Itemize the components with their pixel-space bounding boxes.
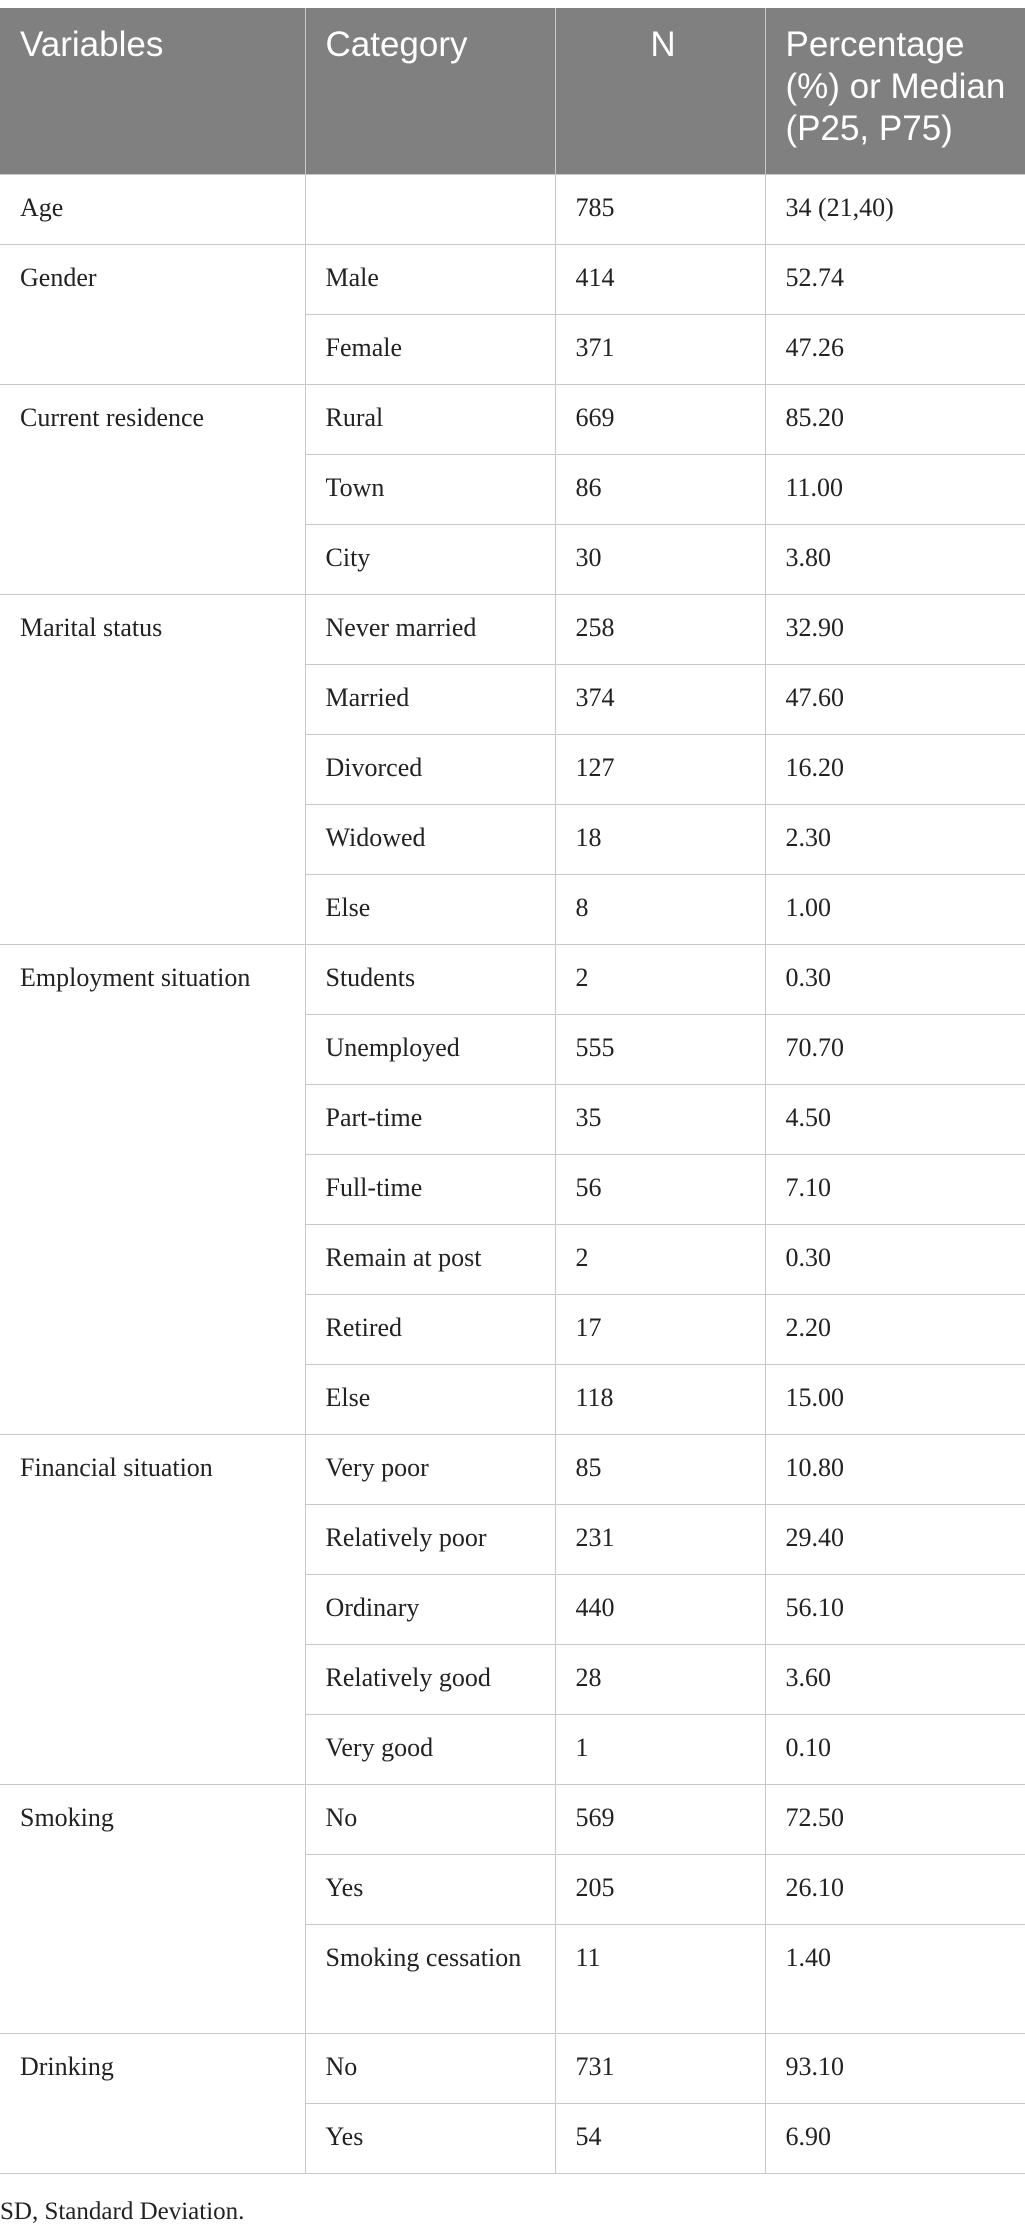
table-row <box>0 1784 1025 1854</box>
value-cell: 2.30 <box>765 804 1025 874</box>
category-cell: Town <box>305 454 555 524</box>
table-header <box>0 8 1025 174</box>
n-cell: 569 <box>555 1784 765 1854</box>
value-cell: 2.20 <box>765 1294 1025 1364</box>
category-cell: Ordinary <box>305 1574 555 1644</box>
category-cell: Retired <box>305 1294 555 1364</box>
value-cell: 7.10 <box>765 1154 1025 1224</box>
category-cell: Relatively good <box>305 1644 555 1714</box>
n-cell: 2 <box>555 944 765 1014</box>
category-cell: Yes <box>305 2103 555 2173</box>
category-cell: Unemployed <box>305 1014 555 1084</box>
category-cell: Female <box>305 314 555 384</box>
value-cell: 1.00 <box>765 874 1025 944</box>
n-cell: 8 <box>555 874 765 944</box>
value-cell: 11.00 <box>765 454 1025 524</box>
n-cell: 85 <box>555 1434 765 1504</box>
table-container <box>0 8 1025 2174</box>
n-cell: 118 <box>555 1364 765 1434</box>
category-cell: Students <box>305 944 555 1014</box>
n-cell: 2 <box>555 1224 765 1294</box>
value-cell: 70.70 <box>765 1014 1025 1084</box>
variable-cell: Employment situation <box>0 944 305 1434</box>
n-cell: 555 <box>555 1014 765 1084</box>
n-cell: 127 <box>555 734 765 804</box>
n-cell: 11 <box>555 1924 765 2033</box>
table-row <box>0 2033 1025 2103</box>
category-cell: Full-time <box>305 1154 555 1224</box>
value-cell: 3.60 <box>765 1644 1025 1714</box>
category-cell: Smoking cessation <box>305 1924 555 2033</box>
n-cell: 258 <box>555 594 765 664</box>
value-cell: 15.00 <box>765 1364 1025 1434</box>
n-cell: 731 <box>555 2033 765 2103</box>
n-cell: 35 <box>555 1084 765 1154</box>
value-cell: 0.30 <box>765 1224 1025 1294</box>
n-cell: 785 <box>555 174 765 244</box>
n-cell: 371 <box>555 314 765 384</box>
value-cell: 10.80 <box>765 1434 1025 1504</box>
n-cell: 669 <box>555 384 765 454</box>
category-cell: Remain at post <box>305 1224 555 1294</box>
value-cell: 85.20 <box>765 384 1025 454</box>
category-cell: Divorced <box>305 734 555 804</box>
table-body <box>0 174 1025 2173</box>
category-cell: Never married <box>305 594 555 664</box>
category-cell: Else <box>305 1364 555 1434</box>
table-row <box>0 1434 1025 1504</box>
category-cell: City <box>305 524 555 594</box>
n-cell: 440 <box>555 1574 765 1644</box>
n-cell: 56 <box>555 1154 765 1224</box>
variable-cell: Gender <box>0 244 305 384</box>
variable-cell: Financial situation <box>0 1434 305 1784</box>
n-cell: 28 <box>555 1644 765 1714</box>
value-cell: 26.10 <box>765 1854 1025 1924</box>
characteristics-table <box>0 8 1025 2174</box>
header-n: N <box>555 8 765 174</box>
n-cell: 17 <box>555 1294 765 1364</box>
n-cell: 18 <box>555 804 765 874</box>
category-cell: No <box>305 1784 555 1854</box>
table-row <box>0 944 1025 1014</box>
n-cell: 231 <box>555 1504 765 1574</box>
n-cell: 414 <box>555 244 765 314</box>
header-variables: Variables <box>0 8 305 174</box>
value-cell: 16.20 <box>765 734 1025 804</box>
n-cell: 54 <box>555 2103 765 2173</box>
table-row <box>0 384 1025 454</box>
n-cell: 86 <box>555 454 765 524</box>
value-cell: 3.80 <box>765 524 1025 594</box>
category-cell: No <box>305 2033 555 2103</box>
category-cell: Married <box>305 664 555 734</box>
header-category: Category <box>305 8 555 174</box>
category-cell: Yes <box>305 1854 555 1924</box>
value-cell: 29.40 <box>765 1504 1025 1574</box>
value-cell: 72.50 <box>765 1784 1025 1854</box>
value-cell: 56.10 <box>765 1574 1025 1644</box>
variable-cell: Current residence <box>0 384 305 594</box>
header-percentage: Percentage (%) or Median (P25, P75) <box>765 8 1025 174</box>
value-cell: 1.40 <box>765 1924 1025 2033</box>
variable-cell: Age <box>0 174 305 244</box>
category-cell: Very good <box>305 1714 555 1784</box>
category-cell: Widowed <box>305 804 555 874</box>
category-cell: Male <box>305 244 555 314</box>
n-cell: 205 <box>555 1854 765 1924</box>
n-cell: 30 <box>555 524 765 594</box>
category-cell: Very poor <box>305 1434 555 1504</box>
table-row <box>0 174 1025 244</box>
header-row <box>0 8 1025 174</box>
category-cell: Part-time <box>305 1084 555 1154</box>
category-cell: Rural <box>305 384 555 454</box>
variable-cell: Marital status <box>0 594 305 944</box>
variable-cell: Smoking <box>0 1784 305 2033</box>
n-cell: 1 <box>555 1714 765 1784</box>
table-footnote: SD, Standard Deviation. <box>0 2198 245 2225</box>
value-cell: 93.10 <box>765 2033 1025 2103</box>
table-row <box>0 244 1025 314</box>
variable-cell: Drinking <box>0 2033 305 2173</box>
category-cell: Relatively poor <box>305 1504 555 1574</box>
value-cell: 0.10 <box>765 1714 1025 1784</box>
value-cell: 52.74 <box>765 244 1025 314</box>
value-cell: 34 (21,40) <box>765 174 1025 244</box>
value-cell: 47.60 <box>765 664 1025 734</box>
category-cell: Else <box>305 874 555 944</box>
value-cell: 4.50 <box>765 1084 1025 1154</box>
value-cell: 0.30 <box>765 944 1025 1014</box>
value-cell: 32.90 <box>765 594 1025 664</box>
n-cell: 374 <box>555 664 765 734</box>
value-cell: 47.26 <box>765 314 1025 384</box>
category-cell <box>305 174 555 244</box>
value-cell: 6.90 <box>765 2103 1025 2173</box>
table-row <box>0 594 1025 664</box>
